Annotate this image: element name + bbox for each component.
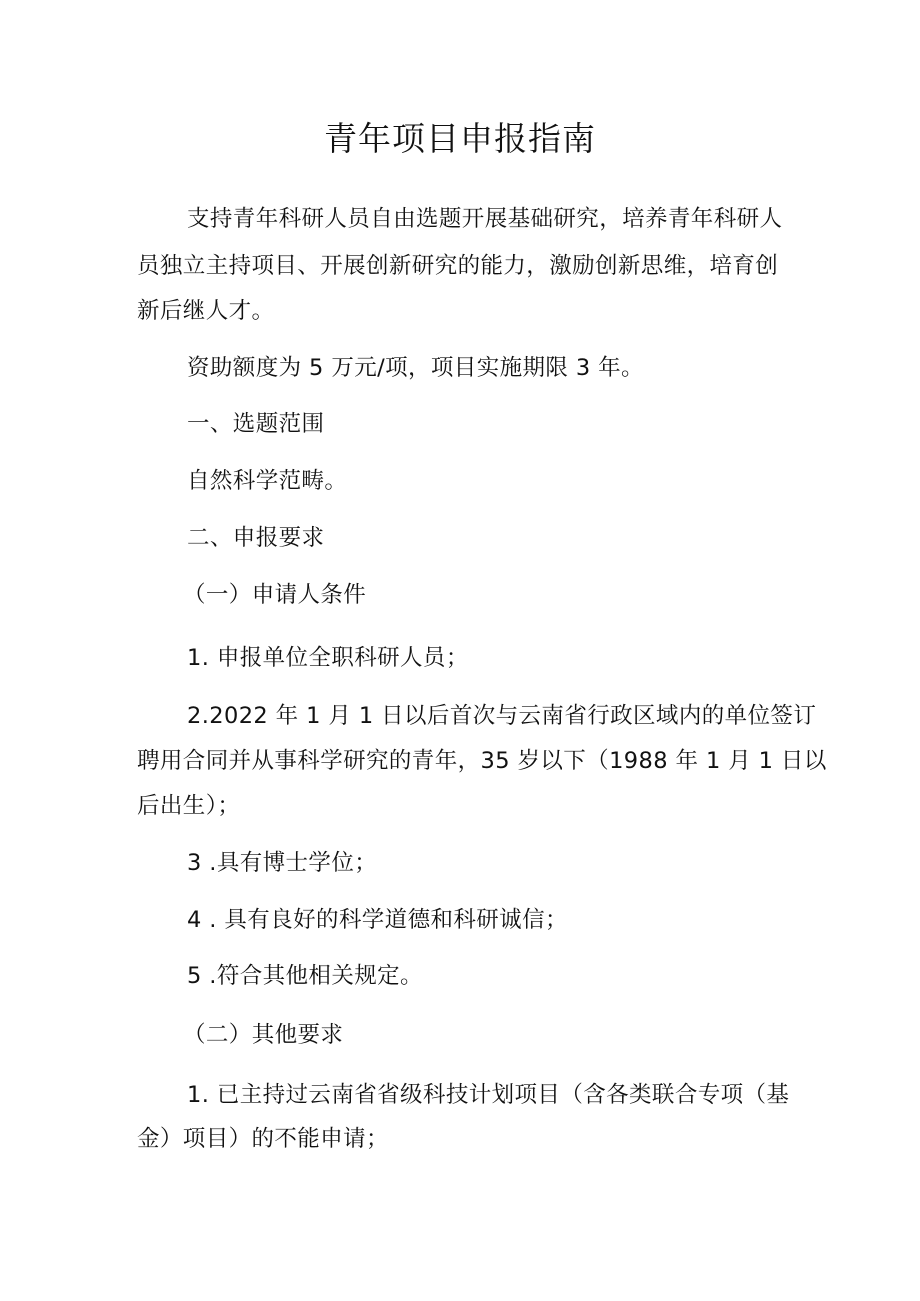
intro-line-1: 支持青年科研人员自由选题开展基础研究，培养青年科研人 [187, 206, 783, 232]
intro-line-2: 员独立主持项目、开展创新研究的能力，激励创新思维，培育创 [137, 253, 779, 279]
requirement-item-5: 5 .符合其他相关规定。 [187, 963, 423, 989]
requirement-item-2-line-3: 后出生）； [137, 793, 241, 819]
other-requirement-item-1-line-2: 金）项目）的不能申请； [137, 1126, 389, 1152]
intro-line-3: 新后继人才。 [137, 298, 275, 324]
document-title: 青年项目申报指南 [324, 119, 596, 158]
other-requirement-item-1-line-1: 1. 已主持过云南省省级科技计划项目（含各类联合专项（基 [187, 1082, 790, 1108]
subsection-1-heading: （一）申请人条件 [183, 582, 367, 608]
funding-text: 资助额度为 5 万元/项，项目实施期限 3 年。 [187, 355, 644, 381]
section-1-heading: 一、选题范围 [187, 411, 325, 437]
requirement-item-4: 4 . 具有良好的科学道德和科研诚信； [187, 907, 568, 933]
subsection-2-heading: （二）其他要求 [183, 1022, 344, 1048]
requirement-item-1: 1. 申报单位全职科研人员； [187, 645, 469, 671]
requirement-item-2-line-2: 聘用合同并从事科学研究的青年，35 岁以下（1988 年 1 月 1 日以 [137, 748, 827, 774]
requirement-item-2-line-1: 2.2022 年 1 月 1 日以后首次与云南省行政区域内的单位签订 [187, 703, 817, 729]
section-1-text: 自然科学范畴。 [187, 468, 348, 494]
requirement-item-3: 3 .具有博士学位； [187, 850, 378, 876]
section-2-heading: 二、申报要求 [187, 525, 325, 551]
